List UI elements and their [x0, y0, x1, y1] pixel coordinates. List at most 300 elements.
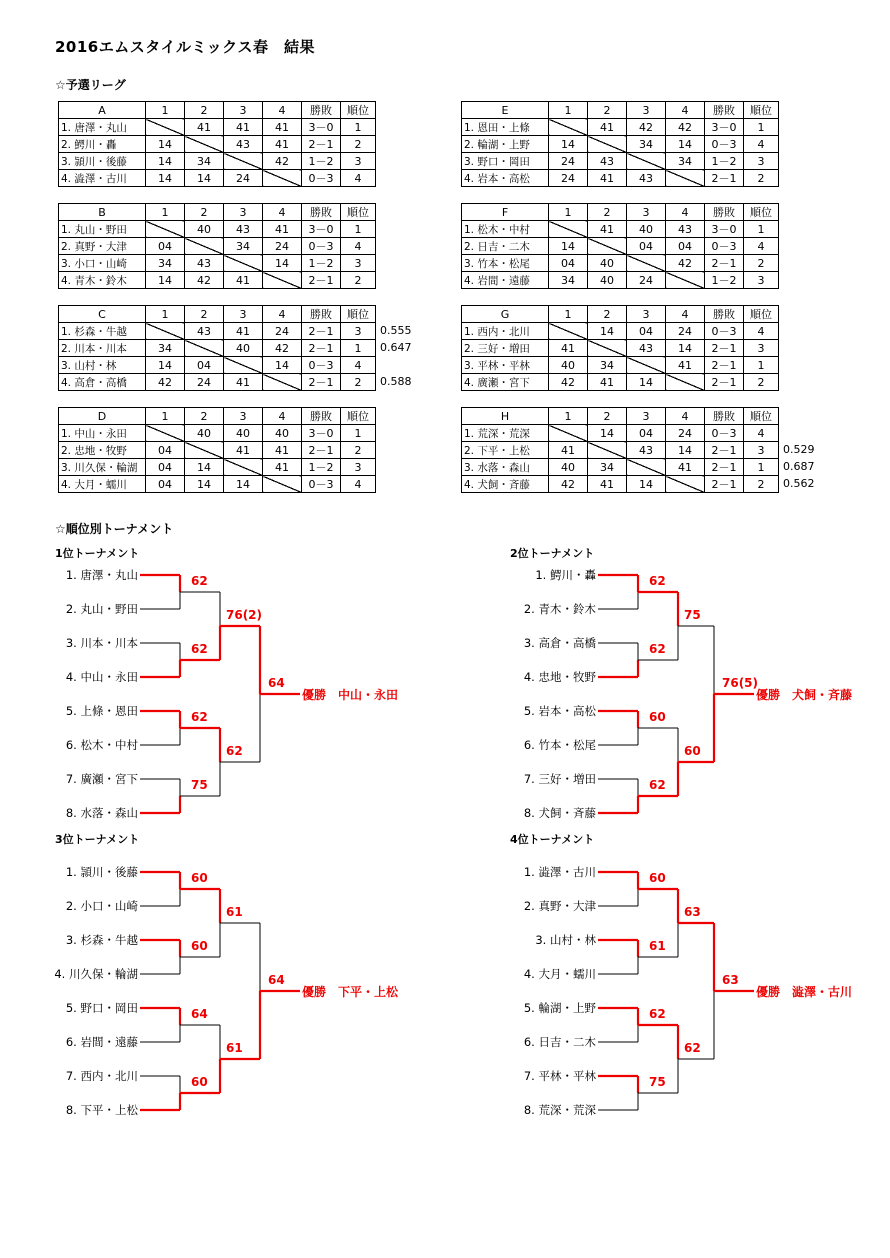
bracket-player: 5. 野口・岡田 — [65, 1001, 138, 1015]
diagonal-cell — [549, 323, 588, 340]
column-header: 勝敗 — [705, 204, 744, 221]
champion-label: 優勝 下平・上松 — [302, 985, 399, 999]
column-header: 2 — [185, 204, 224, 221]
score-cell: 43 — [185, 323, 224, 340]
win-loss-cell: 2－1 — [302, 340, 341, 357]
diagonal-cell — [666, 272, 705, 289]
win-loss-cell: 2－1 — [705, 442, 744, 459]
score-cell: 43 — [224, 136, 263, 153]
score-cell: 41 — [263, 119, 302, 136]
score-cell: 24 — [627, 272, 666, 289]
round2-score: 61 — [226, 905, 243, 919]
tournament-section-title: ☆順位別トーナメント — [55, 522, 174, 536]
win-loss-cell: 2－1 — [705, 357, 744, 374]
table-row — [462, 119, 779, 136]
column-header: 1 — [146, 408, 185, 425]
score-cell: 43 — [627, 340, 666, 357]
column-header: 順位 — [341, 204, 376, 221]
bracket-player: 2. 小口・山崎 — [65, 899, 138, 913]
score-cell: 40 — [627, 221, 666, 238]
score-cell: 42 — [263, 340, 302, 357]
table-row — [462, 357, 779, 374]
table-row — [462, 170, 779, 187]
rank-cell: 1 — [341, 425, 376, 442]
table-row — [59, 221, 376, 238]
rank-cell: 1 — [341, 340, 376, 357]
score-cell: 34 — [185, 153, 224, 170]
bracket-player: 3. 山村・林 — [535, 933, 596, 947]
bracket-player: 7. 廣瀬・宮下 — [65, 772, 138, 786]
player-name: 4. 犬飼・斉藤 — [462, 476, 549, 493]
rank-cell: 4 — [341, 476, 376, 493]
bracket-player: 2. 青木・鈴木 — [523, 602, 596, 616]
column-header: 勝敗 — [302, 408, 341, 425]
table-row — [462, 255, 779, 272]
round2-score: 60 — [684, 744, 701, 758]
score-cell: 04 — [146, 442, 185, 459]
league-name: D — [59, 408, 146, 425]
diagonal-cell — [549, 425, 588, 442]
player-name: 1. 杉森・牛越 — [59, 323, 146, 340]
league-name: G — [462, 306, 549, 323]
rank-cell: 4 — [341, 170, 376, 187]
column-header: 4 — [263, 306, 302, 323]
league-table-A — [58, 101, 376, 187]
bracket-player: 4. 川久保・輪湖 — [54, 967, 138, 981]
player-name: 1. 松木・中村 — [462, 221, 549, 238]
table-row — [59, 459, 376, 476]
column-header: 1 — [146, 204, 185, 221]
tournament-title: 1位トーナメント — [55, 547, 140, 560]
player-name: 4. 岩間・遠藤 — [462, 272, 549, 289]
score-cell: 14 — [185, 170, 224, 187]
player-name: 2. 川本・川本 — [59, 340, 146, 357]
rank-cell: 3 — [744, 272, 779, 289]
win-loss-cell: 0－3 — [302, 170, 341, 187]
win-loss-cell: 2－1 — [705, 459, 744, 476]
score-cell: 43 — [627, 170, 666, 187]
player-name: 3. 頴川・後藤 — [59, 153, 146, 170]
player-name: 3. 平林・平林 — [462, 357, 549, 374]
rank-cell: 2 — [341, 374, 376, 391]
score-cell: 34 — [549, 272, 588, 289]
score-cell: 14 — [146, 272, 185, 289]
score-cell: 34 — [588, 357, 627, 374]
column-header: 2 — [185, 306, 224, 323]
diagonal-cell — [224, 153, 263, 170]
rank-cell: 3 — [341, 153, 376, 170]
column-header: 4 — [666, 102, 705, 119]
round1-score: 62 — [191, 642, 208, 656]
table-row — [462, 476, 779, 493]
player-name: 2. 鰐川・轟 — [59, 136, 146, 153]
win-loss-cell: 3－0 — [302, 119, 341, 136]
score-cell: 04 — [146, 459, 185, 476]
win-loss-cell: 3－0 — [705, 119, 744, 136]
column-header: 3 — [627, 204, 666, 221]
score-cell: 34 — [146, 340, 185, 357]
diagonal-cell — [224, 459, 263, 476]
score-cell: 41 — [263, 221, 302, 238]
rank-cell: 4 — [341, 238, 376, 255]
column-header: 順位 — [744, 102, 779, 119]
league-name: C — [59, 306, 146, 323]
table-row — [59, 272, 376, 289]
diagonal-cell — [666, 374, 705, 391]
score-cell: 04 — [627, 425, 666, 442]
column-header: 1 — [549, 102, 588, 119]
league-name: H — [462, 408, 549, 425]
table-row — [462, 272, 779, 289]
score-cell: 14 — [146, 357, 185, 374]
column-header: 順位 — [744, 408, 779, 425]
score-cell: 42 — [666, 255, 705, 272]
score-cell: 43 — [627, 442, 666, 459]
score-cell: 14 — [263, 357, 302, 374]
player-name: 2. 真野・大津 — [59, 238, 146, 255]
league-name: B — [59, 204, 146, 221]
league-section-title: ☆予選リーグ — [55, 78, 126, 92]
table-row — [59, 119, 376, 136]
table-row — [59, 442, 376, 459]
score-cell: 41 — [263, 136, 302, 153]
score-cell: 34 — [224, 238, 263, 255]
column-header: 4 — [666, 306, 705, 323]
diagonal-cell — [627, 255, 666, 272]
round1-score: 75 — [649, 1075, 666, 1089]
diagonal-cell — [549, 119, 588, 136]
league-table-C — [58, 305, 376, 391]
rank-cell: 1 — [744, 119, 779, 136]
league-name: F — [462, 204, 549, 221]
win-loss-cell: 0－3 — [705, 425, 744, 442]
score-cell: 40 — [588, 272, 627, 289]
player-name: 4. 澁澤・古川 — [59, 170, 146, 187]
round2-score: 61 — [226, 1041, 243, 1055]
bracket-player: 1. 頴川・後藤 — [65, 865, 138, 879]
column-header: 3 — [224, 306, 263, 323]
diagonal-cell — [588, 136, 627, 153]
table-row — [59, 425, 376, 442]
score-cell: 04 — [146, 238, 185, 255]
player-name: 2. 下平・上松 — [462, 442, 549, 459]
table-row — [59, 374, 376, 391]
table-row — [462, 459, 779, 476]
column-header: 1 — [146, 306, 185, 323]
win-loss-cell: 2－1 — [302, 442, 341, 459]
league-table-D — [58, 407, 376, 493]
table-row — [59, 323, 376, 340]
diagonal-cell — [666, 476, 705, 493]
rank-cell: 3 — [341, 323, 376, 340]
column-header: 3 — [224, 204, 263, 221]
score-cell: 41 — [224, 374, 263, 391]
diagonal-cell — [263, 374, 302, 391]
score-cell: 41 — [588, 170, 627, 187]
table-row — [59, 255, 376, 272]
column-header: 1 — [549, 204, 588, 221]
bracket-player: 6. 日吉・二木 — [523, 1035, 596, 1049]
column-header: 勝敗 — [302, 204, 341, 221]
win-loss-cell: 2－1 — [302, 272, 341, 289]
win-loss-cell: 3－0 — [302, 221, 341, 238]
column-header: 4 — [263, 102, 302, 119]
bracket-player: 4. 忠地・牧野 — [523, 670, 596, 684]
round1-score: 62 — [191, 574, 208, 588]
score-cell: 04 — [627, 238, 666, 255]
column-header: 4 — [666, 408, 705, 425]
win-loss-cell: 2－1 — [302, 374, 341, 391]
win-loss-cell: 1－2 — [705, 272, 744, 289]
player-name: 3. 小口・山崎 — [59, 255, 146, 272]
score-cell: 14 — [549, 136, 588, 153]
league-table-B — [58, 203, 376, 289]
player-name: 2. 日吉・二木 — [462, 238, 549, 255]
score-cell: 43 — [185, 255, 224, 272]
rank-cell: 4 — [744, 136, 779, 153]
column-header: 1 — [549, 408, 588, 425]
column-header: 勝敗 — [705, 408, 744, 425]
table-row — [462, 221, 779, 238]
score-cell: 41 — [588, 119, 627, 136]
round2-score: 62 — [226, 744, 243, 758]
score-cell: 34 — [666, 153, 705, 170]
diagonal-cell — [666, 170, 705, 187]
win-loss-cell: 0－3 — [705, 323, 744, 340]
bracket-player: 3. 高倉・高橋 — [523, 636, 596, 650]
rank-cell: 2 — [744, 374, 779, 391]
ratio-label: 0.562 — [783, 477, 815, 490]
score-cell: 41 — [224, 272, 263, 289]
player-name: 1. 荒深・荒深 — [462, 425, 549, 442]
win-loss-cell: 3－0 — [302, 425, 341, 442]
score-cell: 43 — [588, 153, 627, 170]
rank-cell: 3 — [341, 459, 376, 476]
table-row — [462, 442, 779, 459]
score-cell: 14 — [146, 170, 185, 187]
player-name: 1. 中山・永田 — [59, 425, 146, 442]
score-cell: 41 — [666, 357, 705, 374]
column-header: 3 — [627, 306, 666, 323]
win-loss-cell: 2－1 — [705, 476, 744, 493]
table-row — [59, 136, 376, 153]
league-table-H — [461, 407, 779, 493]
final-score: 63 — [722, 973, 739, 987]
diagonal-cell — [185, 340, 224, 357]
win-loss-cell: 0－3 — [302, 476, 341, 493]
column-header: 2 — [185, 102, 224, 119]
player-name: 4. 廣瀬・宮下 — [462, 374, 549, 391]
win-loss-cell: 2－1 — [705, 170, 744, 187]
player-name: 3. 川久保・輪湖 — [59, 459, 146, 476]
diagonal-cell — [146, 221, 185, 238]
score-cell: 41 — [224, 119, 263, 136]
player-name: 4. 大月・蠕川 — [59, 476, 146, 493]
ratio-label: 0.529 — [783, 443, 815, 456]
score-cell: 43 — [224, 221, 263, 238]
score-cell: 42 — [549, 476, 588, 493]
column-header: 3 — [627, 102, 666, 119]
win-loss-cell: 1－2 — [705, 153, 744, 170]
score-cell: 40 — [588, 255, 627, 272]
score-cell: 40 — [224, 340, 263, 357]
player-name: 1. 西内・北川 — [462, 323, 549, 340]
bracket-player: 7. 西内・北川 — [65, 1069, 138, 1083]
diagonal-cell — [627, 357, 666, 374]
win-loss-cell: 2－1 — [705, 255, 744, 272]
round1-score: 62 — [649, 574, 666, 588]
score-cell: 41 — [588, 374, 627, 391]
score-cell: 34 — [627, 136, 666, 153]
score-cell: 24 — [263, 238, 302, 255]
rank-cell: 2 — [341, 272, 376, 289]
score-cell: 04 — [549, 255, 588, 272]
league-table-F — [461, 203, 779, 289]
rank-cell: 1 — [744, 221, 779, 238]
diagonal-cell — [224, 255, 263, 272]
score-cell: 24 — [666, 425, 705, 442]
column-header: 1 — [146, 102, 185, 119]
column-header: 2 — [588, 102, 627, 119]
round2-score: 76(2) — [226, 608, 263, 622]
column-header: 勝敗 — [302, 102, 341, 119]
score-cell: 24 — [549, 170, 588, 187]
win-loss-cell: 1－2 — [302, 153, 341, 170]
round1-score: 62 — [649, 642, 666, 656]
column-header: 2 — [588, 408, 627, 425]
score-cell: 40 — [185, 221, 224, 238]
score-cell: 43 — [666, 221, 705, 238]
player-name: 3. 竹本・松尾 — [462, 255, 549, 272]
bracket-player: 7. 三好・増田 — [523, 772, 596, 786]
rank-cell: 2 — [744, 476, 779, 493]
column-header: 順位 — [341, 408, 376, 425]
column-header: 3 — [224, 408, 263, 425]
bracket-player: 4. 大月・蠕川 — [523, 967, 596, 981]
diagonal-cell — [549, 221, 588, 238]
score-cell: 14 — [224, 476, 263, 493]
column-header: 勝敗 — [705, 306, 744, 323]
rank-cell: 4 — [744, 323, 779, 340]
tournament-title: 4位トーナメント — [510, 833, 595, 846]
diagonal-cell — [224, 357, 263, 374]
league-table-G — [461, 305, 779, 391]
ratio-label: 0.555 — [380, 324, 412, 337]
score-cell: 40 — [549, 357, 588, 374]
score-cell: 41 — [224, 442, 263, 459]
score-cell: 41 — [666, 459, 705, 476]
round1-score: 62 — [649, 778, 666, 792]
score-cell: 14 — [588, 425, 627, 442]
table-row — [59, 357, 376, 374]
column-header: 順位 — [744, 204, 779, 221]
diagonal-cell — [146, 425, 185, 442]
score-cell: 34 — [588, 459, 627, 476]
column-header: 順位 — [744, 306, 779, 323]
score-cell: 14 — [185, 459, 224, 476]
player-name: 4. 青木・鈴木 — [59, 272, 146, 289]
score-cell: 41 — [263, 442, 302, 459]
score-cell: 24 — [549, 153, 588, 170]
rank-cell: 1 — [341, 119, 376, 136]
score-cell: 14 — [666, 136, 705, 153]
bracket-player: 7. 平林・平林 — [523, 1069, 596, 1083]
bracket-player: 1. 鰐川・轟 — [535, 568, 596, 582]
bracket-player: 5. 輪湖・上野 — [523, 1001, 596, 1015]
score-cell: 14 — [627, 374, 666, 391]
table-row — [462, 136, 779, 153]
bracket-player: 4. 中山・永田 — [65, 670, 138, 684]
bracket-player: 8. 犬飼・斉藤 — [523, 806, 596, 820]
score-cell: 40 — [263, 425, 302, 442]
player-name: 1. 丸山・野田 — [59, 221, 146, 238]
score-cell: 42 — [549, 374, 588, 391]
score-cell: 14 — [146, 153, 185, 170]
league-table-E — [461, 101, 779, 187]
table-row — [462, 153, 779, 170]
score-cell: 14 — [666, 442, 705, 459]
score-cell: 41 — [588, 221, 627, 238]
bracket-player: 6. 岩間・遠藤 — [65, 1035, 138, 1049]
score-cell: 14 — [263, 255, 302, 272]
table-row — [59, 153, 376, 170]
score-cell: 41 — [588, 476, 627, 493]
column-header: 2 — [185, 408, 224, 425]
score-cell: 24 — [224, 170, 263, 187]
bracket-player: 6. 松木・中村 — [65, 738, 138, 752]
score-cell: 40 — [549, 459, 588, 476]
score-cell: 24 — [263, 323, 302, 340]
win-loss-cell: 0－3 — [705, 238, 744, 255]
column-header: 勝敗 — [705, 102, 744, 119]
diagonal-cell — [588, 442, 627, 459]
score-cell: 24 — [185, 374, 224, 391]
player-name: 4. 高倉・高橋 — [59, 374, 146, 391]
round2-score: 75 — [684, 608, 701, 622]
diagonal-cell — [263, 272, 302, 289]
champion-label: 優勝 中山・永田 — [302, 688, 399, 702]
ratio-label: 0.588 — [380, 375, 412, 388]
score-cell: 14 — [146, 136, 185, 153]
page-title: 2016エムスタイルミックス春 結果 — [55, 38, 315, 56]
bracket-player: 3. 川本・川本 — [65, 636, 138, 650]
column-header: 勝敗 — [302, 306, 341, 323]
column-header: 1 — [549, 306, 588, 323]
bracket-player: 1. 澁澤・古川 — [523, 865, 596, 879]
score-cell: 34 — [146, 255, 185, 272]
round1-score: 75 — [191, 778, 208, 792]
column-header: 順位 — [341, 306, 376, 323]
score-cell: 42 — [627, 119, 666, 136]
table-row — [59, 170, 376, 187]
column-header: 4 — [263, 204, 302, 221]
rank-cell: 3 — [744, 153, 779, 170]
win-loss-cell: 0－3 — [302, 357, 341, 374]
round1-score: 60 — [191, 871, 208, 885]
table-row — [462, 238, 779, 255]
score-cell: 04 — [146, 476, 185, 493]
bracket-player: 8. 水落・森山 — [65, 806, 138, 820]
diagonal-cell — [588, 238, 627, 255]
score-cell: 14 — [666, 340, 705, 357]
final-score: 76(5) — [722, 676, 759, 690]
column-header: 2 — [588, 306, 627, 323]
round1-score: 61 — [649, 939, 666, 953]
diagonal-cell — [588, 340, 627, 357]
round1-score: 60 — [191, 1075, 208, 1089]
score-cell: 40 — [224, 425, 263, 442]
table-row — [462, 323, 779, 340]
